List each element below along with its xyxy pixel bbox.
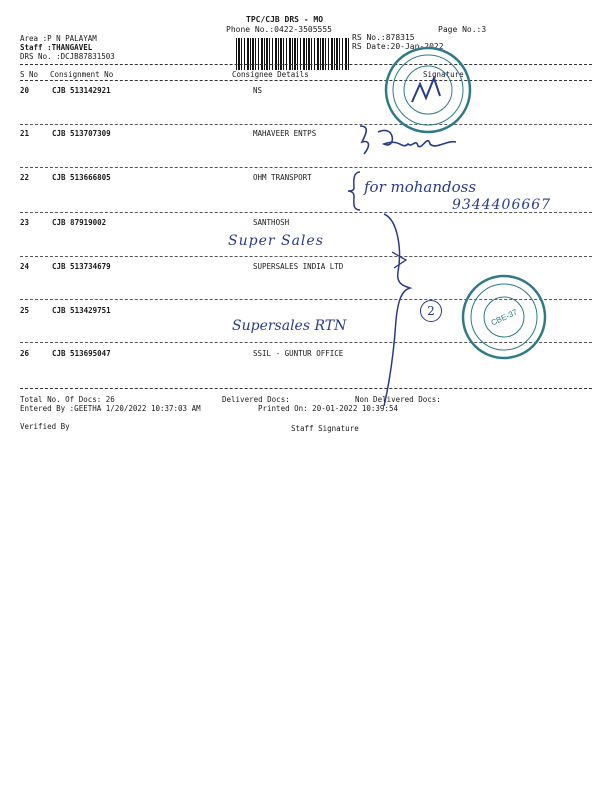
divider xyxy=(20,64,592,65)
drs-number: DRS No. :DCJB87831503 xyxy=(20,52,115,61)
circled-number: 2 xyxy=(420,300,442,322)
row-consignee: OHM TRANSPORT xyxy=(253,173,312,182)
row-consignee: MAHAVEER ENTPS xyxy=(253,129,317,138)
rs-number: RS No.:878315 xyxy=(352,33,415,42)
company-stamp xyxy=(459,272,549,362)
non-delivered-docs: Non Delivered Docs: xyxy=(355,395,441,404)
divider xyxy=(20,256,592,257)
row-consignee: NS xyxy=(253,86,263,95)
rs-date: RS Date:20-Jan-2022 xyxy=(352,42,444,51)
row-consignment: CJB 513695047 xyxy=(52,349,111,358)
handwritten-note: Supersales RTN xyxy=(232,318,347,334)
handwritten-bracket xyxy=(380,210,420,410)
barcode xyxy=(236,38,350,70)
document-title: TPC/CJB DRS - MO xyxy=(246,15,324,24)
handwritten-signature xyxy=(356,120,466,164)
divider xyxy=(20,167,592,168)
row-s-no: 23 xyxy=(20,218,30,227)
col-consignment: Consignment No xyxy=(50,70,114,79)
col-signature: Signature xyxy=(423,70,464,79)
handwritten-phone: 9344406667 xyxy=(452,197,552,213)
row-s-no: 24 xyxy=(20,262,30,271)
row-s-no: 26 xyxy=(20,349,30,358)
handwritten-note: Super Sales xyxy=(228,233,324,249)
divider xyxy=(20,124,592,125)
row-s-no: 22 xyxy=(20,173,30,182)
staff-field: Staff :THANGAVEL xyxy=(20,43,93,52)
verified-by: Verified By xyxy=(20,422,70,431)
row-consignment: CJB 513734679 xyxy=(52,262,111,271)
handwritten-note: for mohandoss xyxy=(364,178,477,196)
phone-number: Phone No.:0422-3505555 xyxy=(226,25,332,34)
row-consignee: SSIL - GUNTUR OFFICE xyxy=(253,349,344,358)
page-number: Page No.:3 xyxy=(438,25,487,34)
col-consignee: Consignee Details xyxy=(232,70,309,79)
row-s-no: 20 xyxy=(20,86,30,95)
row-consignment: CJB 513666805 xyxy=(52,173,111,182)
staff-signature-label: Staff Signature xyxy=(291,424,359,433)
row-consignee: SANTHOSH xyxy=(253,218,290,227)
row-s-no: 25 xyxy=(20,306,30,315)
divider xyxy=(20,388,592,389)
row-consignment: CJB 513142921 xyxy=(52,86,111,95)
row-consignee: SUPERSALES INDIA LTD xyxy=(253,262,344,271)
row-consignment: CJB 87919002 xyxy=(52,218,107,227)
printed-on: Printed On: 20-01-2022 10:39:54 xyxy=(258,404,398,413)
divider xyxy=(20,80,592,81)
area-field: Area :P N PALAYAM xyxy=(20,34,97,43)
delivered-docs: Delivered Docs: xyxy=(222,395,290,404)
handwritten-brace xyxy=(344,170,364,212)
row-s-no: 21 xyxy=(20,129,30,138)
total-docs: Total No. Of Docs: 26 xyxy=(20,395,115,404)
entered-by: Entered By :GEETHA 1/20/2022 10:37:03 AM xyxy=(20,404,201,413)
svg-text:CBE-37: CBE-37 xyxy=(489,307,519,328)
col-s-no: S No xyxy=(20,70,39,79)
row-consignment: CJB 513707309 xyxy=(52,129,111,138)
row-consignment: CJB 513429751 xyxy=(52,306,111,315)
